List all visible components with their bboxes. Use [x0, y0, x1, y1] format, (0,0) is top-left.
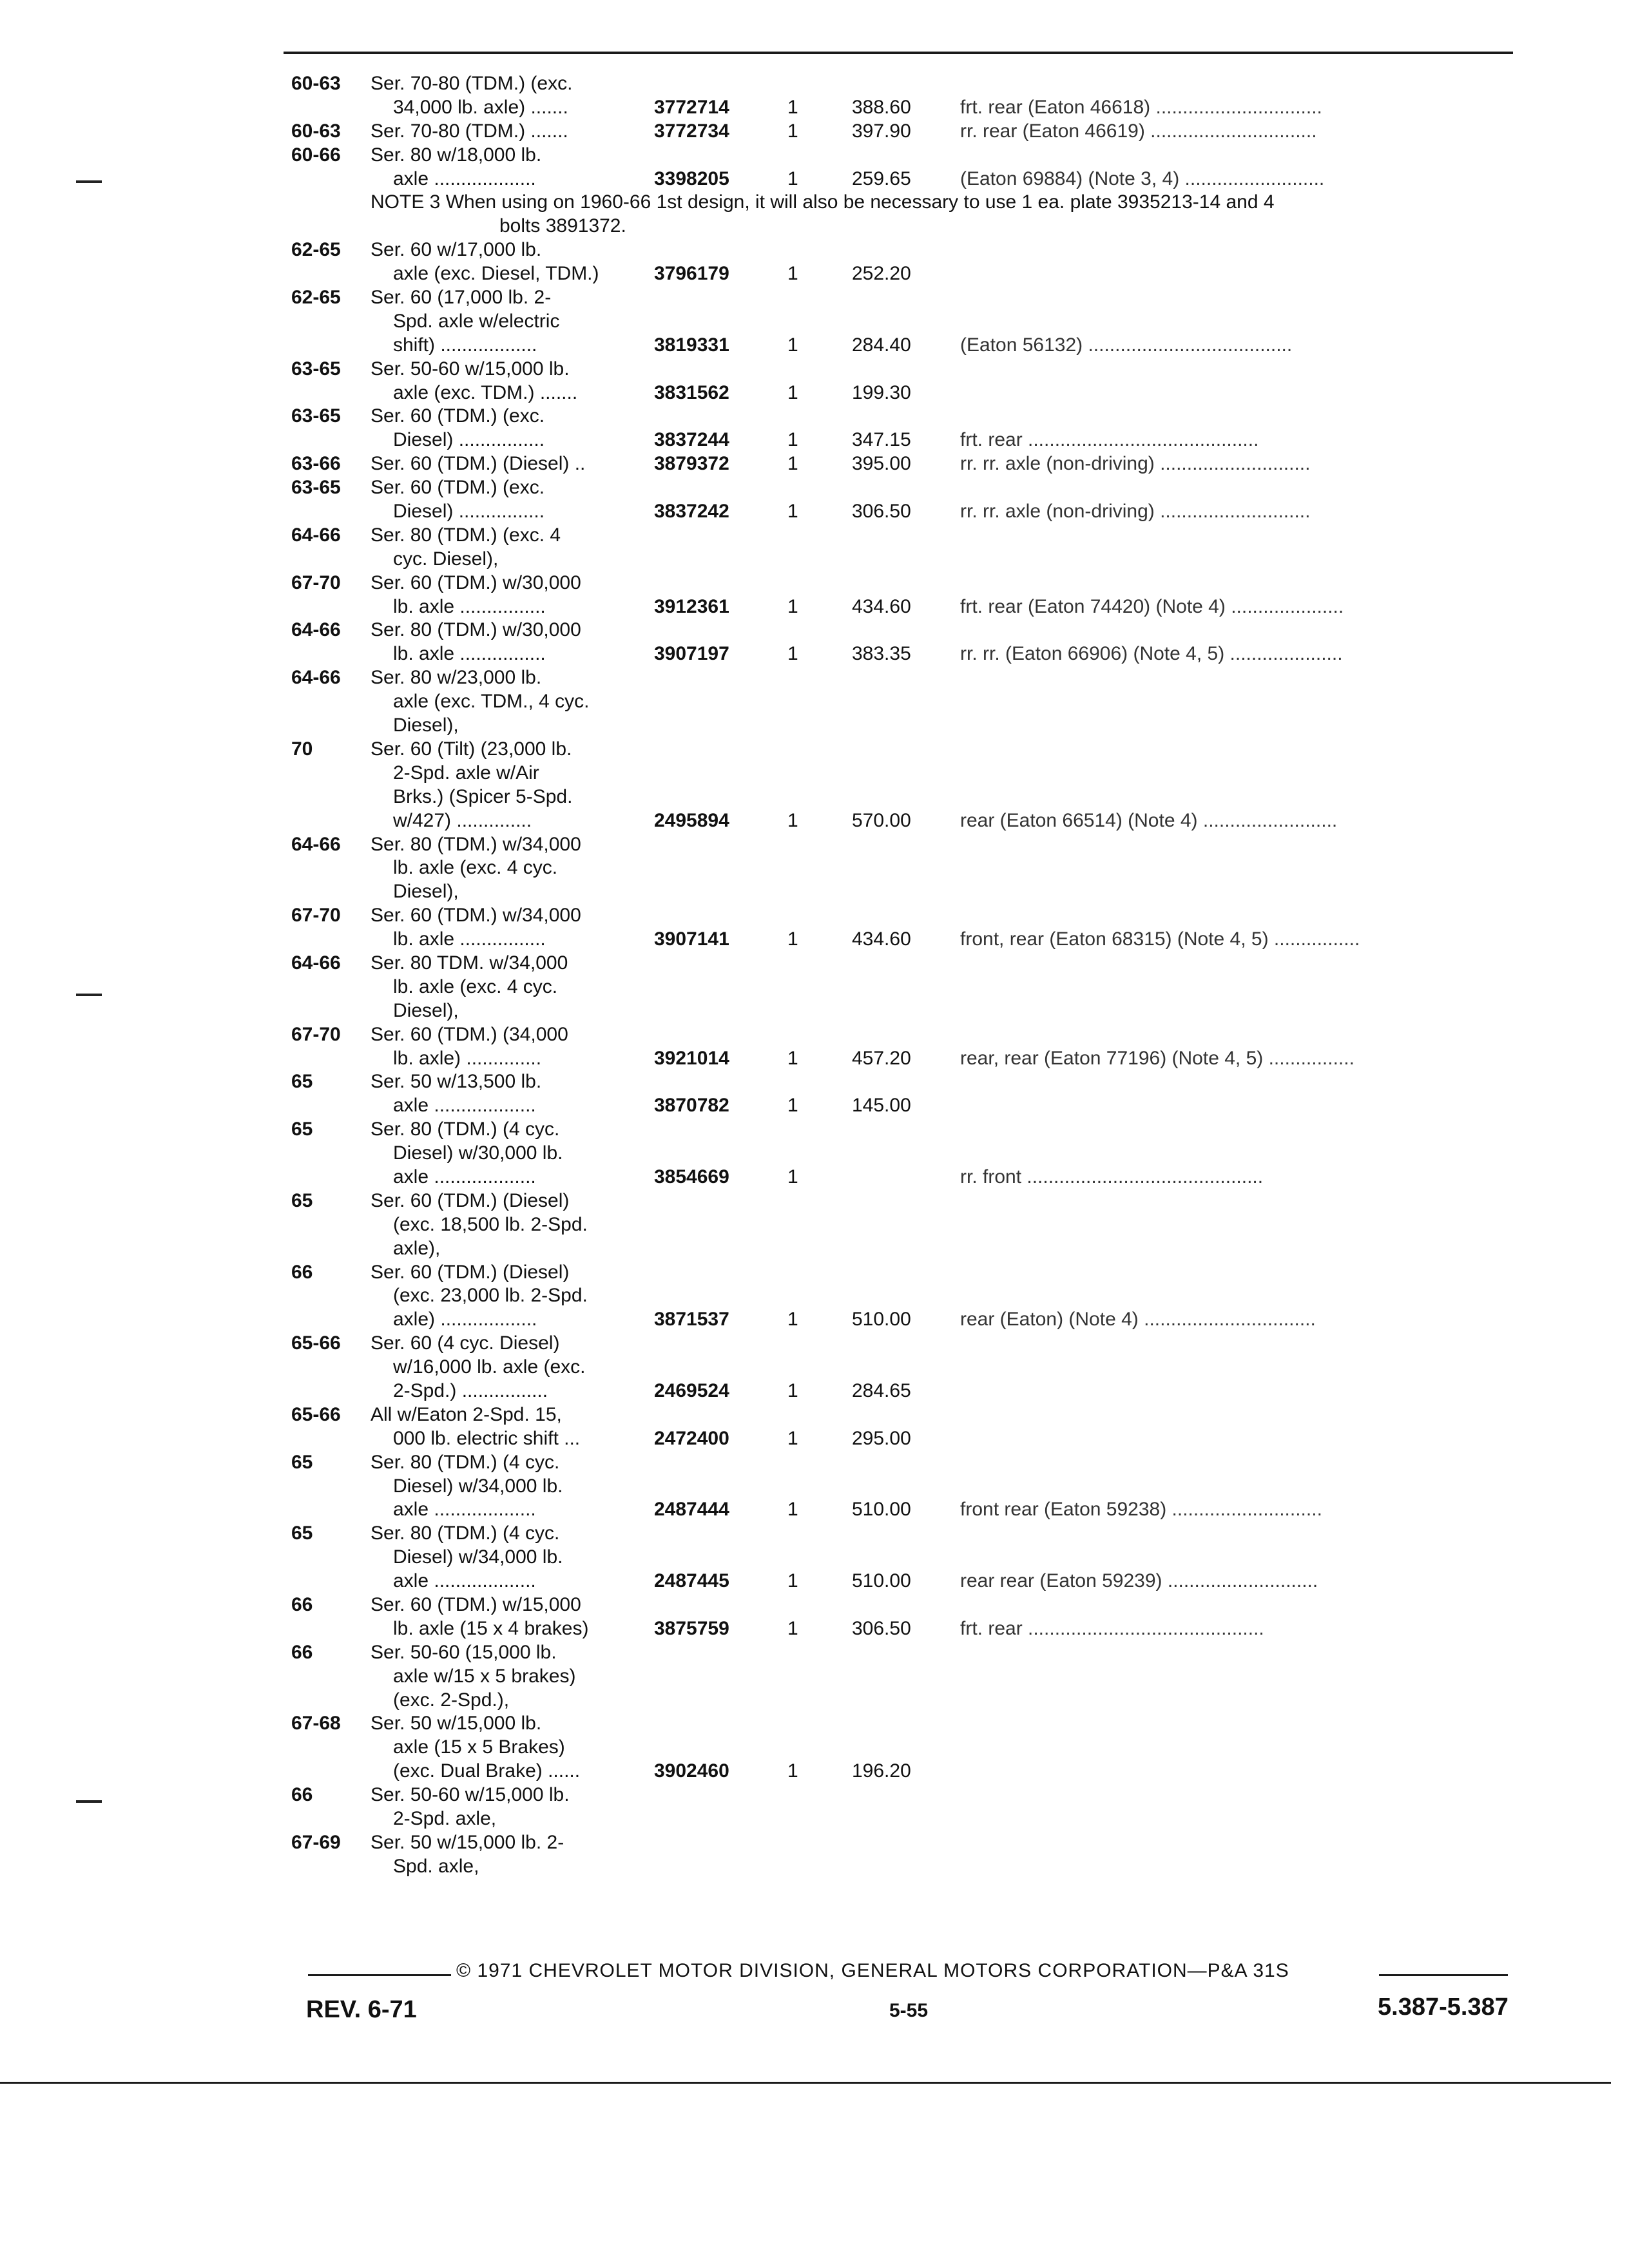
model-years: 60-63 [291, 120, 341, 142]
table-row [284, 1712, 1534, 1736]
bottom-rule [0, 2082, 1611, 2084]
table-row [284, 1166, 1534, 1189]
description: axle ................... [393, 1095, 536, 1117]
description: Ser. 60 (TDM.) (exc. [371, 405, 545, 427]
remarks: frt. rear ........................................... [960, 429, 1259, 451]
part-number: 3796179 [654, 263, 729, 285]
model-years: 62-65 [291, 239, 341, 261]
description: 2-Spd. axle w/Air [393, 762, 539, 783]
description: Ser. 60 (17,000 lb. 2- [371, 287, 552, 309]
price: 434.60 [852, 928, 911, 950]
description: axle (exc. TDM., 4 cyc. [393, 691, 590, 713]
price: 457.20 [852, 1047, 911, 1069]
part-number: 3921014 [654, 1047, 729, 1069]
table-row [284, 714, 1534, 738]
description: lb. axle) .............. [393, 1047, 542, 1069]
table-row [284, 1284, 1534, 1308]
quantity: 1 [787, 501, 798, 523]
quantity: 1 [787, 1095, 798, 1117]
description: axle), [393, 1237, 441, 1259]
table-row [284, 168, 1534, 191]
table-row [284, 1142, 1534, 1166]
table-row [284, 619, 1534, 642]
margin-mark [76, 994, 102, 996]
remarks: rear (Eaton 66514) (Note 4) ......................... [960, 809, 1338, 831]
model-years: 65 [291, 1119, 313, 1140]
remarks: frt. rear (Eaton 74420) (Note 4) ..................... [960, 595, 1344, 617]
part-number: 2487445 [654, 1570, 729, 1592]
table-row [284, 381, 1534, 405]
table-row [284, 72, 1534, 96]
remarks: rr. rr. axle (non-driving) ............................ [960, 501, 1311, 523]
quantity: 1 [787, 1617, 798, 1639]
model-years: 60-66 [291, 144, 341, 166]
description: Ser. 50-60 w/15,000 lb. [371, 1784, 570, 1806]
table-row [284, 428, 1534, 452]
table-row [284, 833, 1534, 857]
description: Ser. 80 w/18,000 lb. [371, 144, 542, 166]
model-years: 64-66 [291, 619, 341, 641]
table-row [284, 738, 1534, 762]
quantity: 1 [787, 96, 798, 118]
model-years: 64-66 [291, 952, 341, 974]
price: 252.20 [852, 263, 911, 285]
price: 510.00 [852, 1499, 911, 1521]
model-years: 64-66 [291, 524, 341, 546]
price: 383.35 [852, 643, 911, 665]
description: Ser. 70-80 (TDM.) (exc. [371, 73, 573, 94]
price: 510.00 [852, 1309, 911, 1331]
table-row [284, 1451, 1534, 1475]
table-row [284, 1475, 1534, 1499]
table-row [284, 358, 1534, 381]
table-row [284, 1546, 1534, 1570]
description: lb. axle ................ [393, 643, 546, 665]
table-row [284, 999, 1534, 1023]
table-row [284, 666, 1534, 690]
part-number: 3902460 [654, 1760, 729, 1782]
remarks: rr. rr. axle (non-driving) ............................ [960, 453, 1311, 475]
remarks: frt. rear ............................................ [960, 1617, 1264, 1639]
description: Ser. 60 (TDM.) w/34,000 [371, 905, 581, 927]
note-text: bolts 3891372. [499, 215, 626, 237]
model-years: 64-66 [291, 667, 341, 689]
description: w/427) .............. [393, 809, 532, 831]
table-row [284, 1689, 1534, 1713]
description: Brks.) (Spicer 5-Spd. [393, 785, 573, 807]
model-years: 65-66 [291, 1403, 341, 1425]
price: 199.30 [852, 381, 911, 403]
part-number: 3907141 [654, 928, 729, 950]
table-row [284, 215, 1534, 238]
price: 388.60 [852, 96, 911, 118]
table-row [284, 1593, 1534, 1617]
price: 397.90 [852, 120, 911, 142]
table-row [284, 524, 1534, 548]
table-row [284, 1070, 1534, 1094]
remarks: front, rear (Eaton 68315) (Note 4, 5) ................ [960, 928, 1360, 950]
table-row [284, 334, 1534, 358]
remarks: front rear (Eaton 59238) ............................ [960, 1499, 1322, 1521]
table-row [284, 405, 1534, 428]
quantity: 1 [787, 120, 798, 142]
description: 2-Spd.) ................ [393, 1379, 548, 1401]
part-number: 2469524 [654, 1379, 729, 1401]
price: 434.60 [852, 595, 911, 617]
description: axle w/15 x 5 brakes) [393, 1665, 576, 1687]
model-years: 66 [291, 1261, 313, 1283]
table-row [284, 928, 1534, 952]
table-row [284, 1760, 1534, 1783]
description: 34,000 lb. axle) ....... [393, 96, 568, 118]
description: (exc. 23,000 lb. 2-Spd. [393, 1285, 588, 1307]
description: All w/Eaton 2-Spd. 15, [371, 1403, 562, 1425]
table-row [284, 1403, 1534, 1427]
description: Ser. 80 (TDM.) w/34,000 [371, 833, 581, 855]
part-number: 3819331 [654, 334, 729, 356]
part-number: 3907197 [654, 643, 729, 665]
description: Ser. 60 (TDM.) (Diesel) .. [371, 453, 586, 475]
part-number: 3879372 [654, 453, 729, 475]
price: 347.15 [852, 429, 911, 451]
part-number: 3398205 [654, 168, 729, 189]
quantity: 1 [787, 1499, 798, 1521]
part-number: 3870782 [654, 1095, 729, 1117]
part-number: 2472400 [654, 1427, 729, 1449]
model-years: 63-65 [291, 405, 341, 427]
table-row [284, 262, 1534, 286]
description: axle ................... [393, 1499, 536, 1521]
quantity: 1 [787, 1309, 798, 1331]
model-years: 65 [291, 1071, 313, 1093]
table-row [284, 809, 1534, 833]
description: Ser. 80 (TDM.) w/30,000 [371, 619, 581, 641]
description: axle ................... [393, 1166, 536, 1187]
description: Ser. 80 (TDM.) (4 cyc. [371, 1119, 560, 1140]
model-years: 63-65 [291, 477, 341, 499]
part-number: 3837244 [654, 429, 729, 451]
model-years: 66 [291, 1784, 313, 1806]
table-row [284, 238, 1534, 262]
footer-copyright: © 1971 CHEVROLET MOTOR DIVISION, GENERAL MOTORS CORPORATION—P&A 31S [456, 1960, 1289, 1981]
quantity: 1 [787, 1379, 798, 1401]
model-years: 67-69 [291, 1831, 341, 1853]
description: Ser. 80 w/23,000 lb. [371, 667, 542, 689]
table-row [284, 120, 1534, 144]
table-row [284, 286, 1534, 310]
quantity: 1 [787, 429, 798, 451]
table-row [284, 880, 1534, 904]
description: Diesel) ................ [393, 501, 545, 523]
description: Diesel) w/30,000 lb. [393, 1142, 563, 1164]
table-row [284, 1427, 1534, 1451]
description: Ser. 80 TDM. w/34,000 [371, 952, 568, 974]
description: Ser. 70-80 (TDM.) ....... [371, 120, 568, 142]
table-row [284, 1783, 1534, 1807]
description: 2-Spd. axle, [393, 1808, 497, 1830]
table-row [284, 1094, 1534, 1118]
description: Diesel) w/34,000 lb. [393, 1546, 563, 1568]
description: Ser. 50-60 w/15,000 lb. [371, 358, 570, 380]
table-row [284, 785, 1534, 809]
description: cyc. Diesel), [393, 548, 499, 570]
table-row [284, 1641, 1534, 1665]
part-number: 3871537 [654, 1309, 729, 1331]
description: Ser. 60 (TDM.) (exc. [371, 477, 545, 499]
model-years: 63-66 [291, 453, 341, 475]
quantity: 1 [787, 1427, 798, 1449]
description: lb. axle (exc. 4 cyc. [393, 857, 558, 879]
description: axle (15 x 5 Brakes) [393, 1736, 565, 1758]
remarks: rr. front ............................................ [960, 1166, 1264, 1187]
model-years: 67-70 [291, 1023, 341, 1045]
description: Ser. 80 (TDM.) (exc. 4 [371, 524, 561, 546]
description: (exc. 18,500 lb. 2-Spd. [393, 1213, 588, 1235]
quantity: 1 [787, 381, 798, 403]
description: Ser. 50 w/13,500 lb. [371, 1071, 542, 1093]
price: 259.65 [852, 168, 911, 189]
description: lb. axle ................ [393, 595, 546, 617]
quantity: 1 [787, 1570, 798, 1592]
table-row [284, 96, 1534, 120]
section-code: 5.387-5.387 [1378, 1994, 1509, 2021]
description: Diesel) ................ [393, 429, 545, 451]
part-number: 3831562 [654, 381, 729, 403]
table-row [284, 1807, 1534, 1831]
table-row [284, 500, 1534, 524]
model-years: 62-65 [291, 287, 341, 309]
model-years: 65 [291, 1451, 313, 1473]
quantity: 1 [787, 928, 798, 950]
description: Spd. axle w/electric [393, 310, 560, 332]
price: 145.00 [852, 1095, 911, 1117]
description: 000 lb. electric shift ... [393, 1427, 581, 1449]
description: axle (exc. Diesel, TDM.) [393, 263, 599, 285]
table-row [284, 572, 1534, 595]
model-years: 66 [291, 1641, 313, 1663]
price: 570.00 [852, 809, 911, 831]
quantity: 1 [787, 334, 798, 356]
table-row [284, 1047, 1534, 1071]
quantity: 1 [787, 809, 798, 831]
price: 295.00 [852, 1427, 911, 1449]
model-years: 64-66 [291, 833, 341, 855]
description: (exc. Dual Brake) ...... [393, 1760, 581, 1782]
table-row [284, 690, 1534, 714]
margin-mark [76, 180, 102, 183]
price: 395.00 [852, 453, 911, 475]
model-years: 63-65 [291, 358, 341, 380]
note-text: NOTE 3 When using on 1960-66 1st design, it will also be necessary to use 1 ea. plate 3935213-14 and 4 [371, 191, 1275, 213]
part-number: 3772734 [654, 120, 729, 142]
description: lb. axle (15 x 4 brakes) [393, 1617, 589, 1639]
description: (exc. 2-Spd.), [393, 1689, 510, 1711]
remarks: frt. rear (Eaton 46618) ............................... [960, 96, 1322, 118]
remarks: rear (Eaton) (Note 4) ................................ [960, 1309, 1316, 1331]
quantity: 1 [787, 1166, 798, 1187]
description: axle ................... [393, 1570, 536, 1592]
model-years: 67-70 [291, 905, 341, 927]
description: lb. axle ................ [393, 928, 546, 950]
table-row [284, 975, 1534, 999]
footer-rule-right [1379, 1974, 1508, 1976]
table-row [284, 1498, 1534, 1522]
description: Diesel), [393, 999, 459, 1021]
model-years: 66 [291, 1594, 313, 1615]
quantity: 1 [787, 453, 798, 475]
table-row [284, 310, 1534, 334]
price: 306.50 [852, 501, 911, 523]
model-years: 67-70 [291, 572, 341, 593]
price: 510.00 [852, 1570, 911, 1592]
model-years: 65-66 [291, 1332, 341, 1354]
description: lb. axle (exc. 4 cyc. [393, 975, 558, 997]
table-row [284, 191, 1534, 215]
model-years: 60-63 [291, 73, 341, 94]
part-number: 3772714 [654, 96, 729, 118]
table-row [284, 1570, 1534, 1593]
description: w/16,000 lb. axle (exc. [393, 1356, 586, 1378]
description: axle (exc. TDM.) ....... [393, 381, 578, 403]
table-row [284, 595, 1534, 619]
remarks: rr. rear (Eaton 46619) ............................... [960, 120, 1317, 142]
table-row [284, 144, 1534, 168]
table-row [284, 1261, 1534, 1285]
remarks: (Eaton 56132) ...................................... [960, 334, 1293, 356]
table-row [284, 1356, 1534, 1379]
table-row [284, 1617, 1534, 1641]
part-number: 2487444 [654, 1499, 729, 1521]
table-row [284, 952, 1534, 975]
description: axle) .................. [393, 1309, 537, 1331]
table-row [284, 1308, 1534, 1332]
description: Ser. 50-60 (15,000 lb. [371, 1641, 557, 1663]
model-years: 70 [291, 738, 313, 760]
table-row [284, 904, 1534, 928]
page-number: 5-55 [889, 2000, 929, 2021]
table-row [284, 1379, 1534, 1403]
description: Ser. 80 (TDM.) (4 cyc. [371, 1523, 560, 1544]
description: Ser. 50 w/15,000 lb. [371, 1713, 542, 1735]
description: Ser. 60 (Tilt) (23,000 lb. [371, 738, 572, 760]
part-number: 3875759 [654, 1617, 729, 1639]
description: Spd. axle, [393, 1855, 479, 1877]
part-number: 3837242 [654, 501, 729, 523]
model-years: 65 [291, 1523, 313, 1544]
table-row [284, 1189, 1534, 1213]
table-row [284, 548, 1534, 572]
price: 306.50 [852, 1617, 911, 1639]
table-row [284, 1522, 1534, 1546]
part-number: 3854669 [654, 1166, 729, 1187]
revision-label: REV. 6-71 [306, 1996, 417, 2023]
quantity: 1 [787, 1047, 798, 1069]
table-row [284, 1118, 1534, 1142]
description: Ser. 50 w/15,000 lb. 2- [371, 1831, 564, 1853]
table-row [284, 856, 1534, 880]
quantity: 1 [787, 1760, 798, 1782]
remarks: (Eaton 69884) (Note 3, 4) .......................... [960, 168, 1325, 189]
model-years: 67-68 [291, 1713, 341, 1735]
parts-table [284, 72, 1534, 1879]
description: Diesel), [393, 881, 459, 903]
description: Ser. 60 (TDM.) w/15,000 [371, 1594, 581, 1615]
table-row [284, 476, 1534, 500]
price: 284.65 [852, 1379, 911, 1401]
description: Ser. 60 (4 cyc. Diesel) [371, 1332, 560, 1354]
remarks: rear, rear (Eaton 77196) (Note 4, 5) ................ [960, 1047, 1354, 1069]
description: Ser. 60 (TDM.) (Diesel) [371, 1189, 570, 1211]
description: axle ................... [393, 168, 536, 189]
model-years: 65 [291, 1189, 313, 1211]
table-row [284, 1665, 1534, 1689]
description: Ser. 80 (TDM.) (4 cyc. [371, 1451, 560, 1473]
part-number: 2495894 [654, 809, 729, 831]
quantity: 1 [787, 595, 798, 617]
part-number: 3912361 [654, 595, 729, 617]
top-rule [284, 52, 1513, 54]
footer-rule-left [308, 1974, 451, 1976]
quantity: 1 [787, 643, 798, 665]
table-row [284, 452, 1534, 476]
price: 284.40 [852, 334, 911, 356]
description: Ser. 60 (TDM.) (34,000 [371, 1023, 568, 1045]
description: Diesel), [393, 715, 459, 736]
table-row [284, 1332, 1534, 1356]
table-row [284, 762, 1534, 785]
quantity: 1 [787, 263, 798, 285]
table-row [284, 1023, 1534, 1047]
description: Ser. 60 w/17,000 lb. [371, 239, 542, 261]
quantity: 1 [787, 168, 798, 189]
description: Ser. 60 (TDM.) w/30,000 [371, 572, 581, 593]
table-row [284, 1831, 1534, 1855]
table-row [284, 1855, 1534, 1879]
table-row [284, 1237, 1534, 1261]
table-row [284, 1213, 1534, 1237]
margin-mark [76, 1800, 102, 1803]
description: shift) .................. [393, 334, 537, 356]
table-row [284, 1736, 1534, 1760]
remarks: rr. rr. (Eaton 66906) (Note 4, 5) ..................... [960, 643, 1343, 665]
description: Ser. 60 (TDM.) (Diesel) [371, 1261, 570, 1283]
description: Diesel) w/34,000 lb. [393, 1475, 563, 1497]
table-row [284, 642, 1534, 666]
price: 196.20 [852, 1760, 911, 1782]
remarks: rear rear (Eaton 59239) ............................ [960, 1570, 1318, 1592]
